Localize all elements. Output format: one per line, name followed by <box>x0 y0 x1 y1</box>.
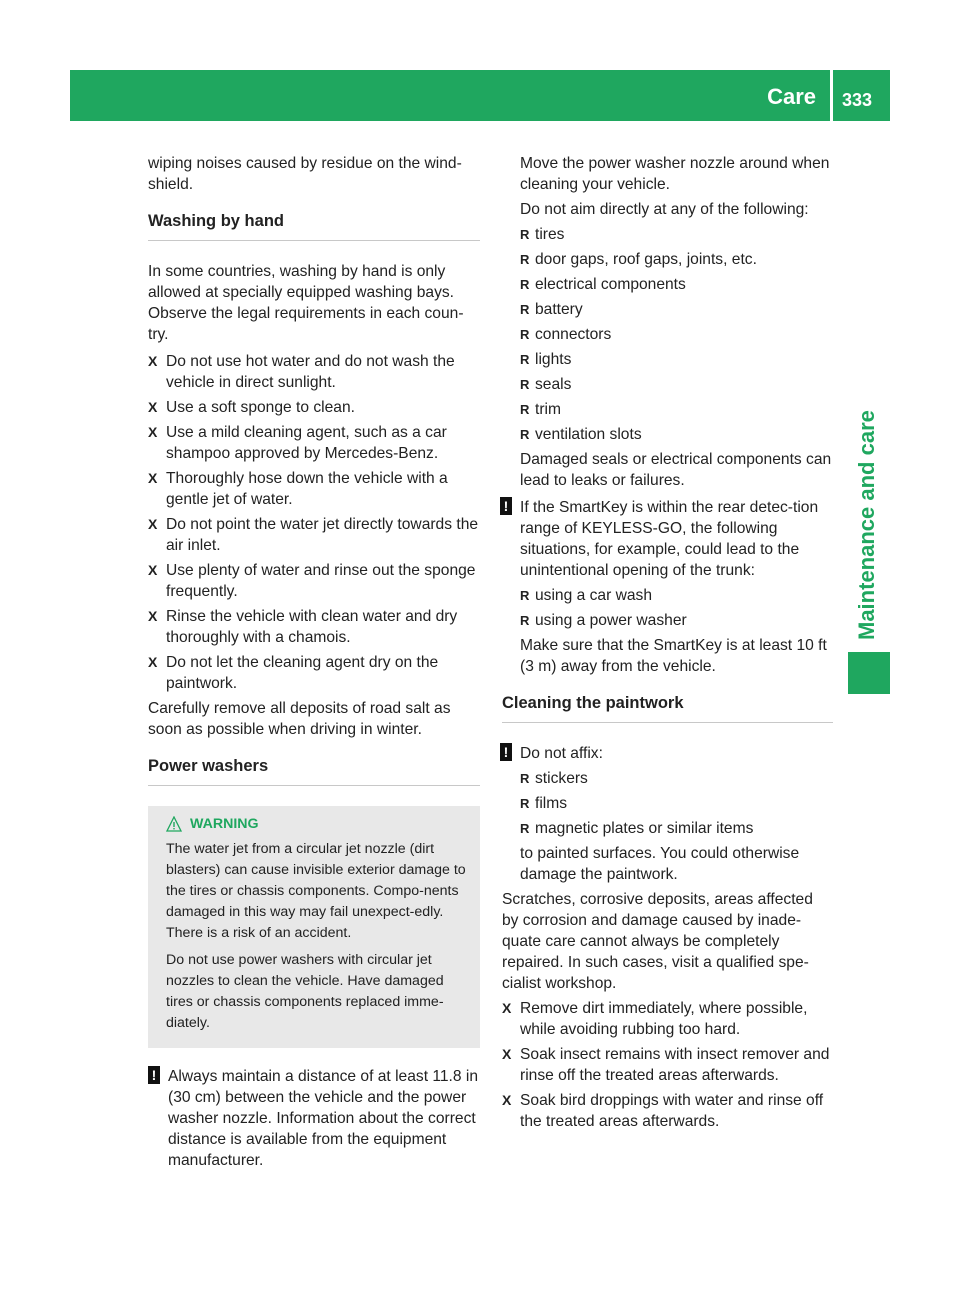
smartkey-after: Make sure that the SmartKey is at least 10 ft (3 m) away from the vehicle. <box>520 637 827 675</box>
caution-icon: ! <box>148 1066 160 1084</box>
list-item: X Do not point the water jet directly towards the air inlet. <box>148 516 479 554</box>
list-item: X Thoroughly hose down the vehicle with a gentle jet of water. <box>148 470 448 508</box>
list-item: R lights <box>520 351 572 368</box>
aim-text: Do not aim directly at any of the following: <box>520 201 809 218</box>
list-item: R connectors <box>520 326 612 343</box>
header-separator <box>830 70 833 121</box>
list-item: R magnetic plates or similar items <box>520 820 754 837</box>
list-item: R using a power washer <box>520 612 687 629</box>
bullet-icon: R <box>520 302 530 317</box>
caution-icon: ! <box>500 743 512 761</box>
smartkey-note: ! If the SmartKey is within the rear detec-tion range of KEYLESS-GO, the following situations, for example, could lead to the unintentional opening of the trunk: <box>500 497 833 581</box>
step-arrow-icon: X <box>148 353 158 369</box>
warning-title: WARNING <box>166 814 472 835</box>
bullet-icon: R <box>520 613 530 628</box>
step-arrow-icon: X <box>502 1046 512 1062</box>
bullet-icon: R <box>520 588 530 603</box>
step-arrow-icon: X <box>148 470 158 486</box>
bullet-icon: R <box>520 352 530 367</box>
warning-text-2: Do not use power washers with circular jet nozzles to clean the vehicle. Have damaged tires or chassis components replaced imme-diately. <box>166 952 444 1031</box>
bullet-icon: R <box>520 327 530 342</box>
step-arrow-icon: X <box>148 608 158 624</box>
caution-icon: ! <box>500 497 512 515</box>
page-number: 333 <box>842 90 873 110</box>
side-tab-label: Maintenance and care <box>854 410 879 640</box>
right-column <box>502 153 833 1136</box>
list-item: X Rinse the vehicle with clean water and dry thoroughly with a chamois. <box>148 608 458 646</box>
list-item: X Use a mild cleaning agent, such as a car shampoo approved by Mercedes-Benz. <box>148 424 447 462</box>
list-item: R ventilation slots <box>520 426 642 443</box>
step-arrow-icon: X <box>502 1092 512 1108</box>
step-arrow-icon: X <box>148 562 158 578</box>
bullet-icon: R <box>520 427 530 442</box>
affix-after: to painted surfaces. You could otherwise damage the paintwork. <box>520 845 800 883</box>
paintwork-heading: Cleaning the paintwork <box>502 693 833 723</box>
bullet-icon: R <box>520 227 530 242</box>
section-title: Care <box>767 84 816 109</box>
bullet-icon: R <box>520 821 530 836</box>
bullet-icon: R <box>520 796 530 811</box>
warning-text-1: The water jet from a circular jet nozzle (dirt blasters) can cause invisible exterior damage to the tires or chassis components. Compo-nents damaged in this way may fail unexpect-edly. There is a risk of an accident. <box>166 841 466 941</box>
salt-text: Carefully remove all deposits of road salt as soon as possible when driving in winter. <box>148 700 451 738</box>
bullet-icon: R <box>520 377 530 392</box>
warning-box <box>148 806 480 1048</box>
list-item: R door gaps, roof gaps, joints, etc. <box>520 251 757 268</box>
bullet-icon: R <box>520 402 530 417</box>
list-item: R trim <box>520 401 561 418</box>
list-item: R seals <box>520 376 572 393</box>
step-arrow-icon: X <box>148 654 158 670</box>
list-item: X Do not let the cleaning agent dry on the paintwork. <box>148 654 439 692</box>
affix-note: ! Do not affix: <box>500 743 833 764</box>
scratches-text: Scratches, corrosive deposits, areas affected by corrosion and damage caused by inade-quate care cannot always be completely repaired. In such cases, visit a qualified spe-cialist workshop. <box>502 891 813 992</box>
intro-text: wiping noises caused by residue on the wind-shield. <box>148 155 462 193</box>
step-arrow-icon: X <box>148 399 158 415</box>
list-item: X Use a soft sponge to clean. <box>148 399 355 416</box>
list-item: R battery <box>520 301 583 318</box>
damaged-text: Damaged seals or electrical components can lead to leaks or failures. <box>520 451 832 489</box>
step-arrow-icon: X <box>148 516 158 532</box>
list-item: R using a car wash <box>520 587 653 604</box>
bullet-icon: R <box>520 252 530 267</box>
warning-triangle-icon <box>166 816 182 832</box>
list-item: R electrical components <box>520 276 686 293</box>
power-washers-heading: Power washers <box>148 756 480 786</box>
list-item: R stickers <box>520 770 588 787</box>
move-text: Move the power washer nozzle around when cleaning your vehicle. <box>520 155 830 193</box>
list-item: R films <box>520 795 568 812</box>
washing-heading: Washing by hand <box>148 211 480 241</box>
list-item: X Remove dirt immediately, where possible, while avoiding rubbing too hard. <box>502 1000 808 1038</box>
list-item: X Do not use hot water and do not wash the vehicle in direct sunlight. <box>148 353 455 391</box>
step-arrow-icon: X <box>148 424 158 440</box>
list-item: R tires <box>520 226 565 243</box>
washing-intro: In some countries, washing by hand is only allowed at specially equipped washing bays. Observe the legal requirements in each coun-try. <box>148 263 464 343</box>
step-arrow-icon: X <box>502 1000 512 1016</box>
list-item: X Soak bird droppings with water and rinse off the treated areas afterwards. <box>502 1092 824 1130</box>
left-column <box>148 153 480 1175</box>
side-tab-marker <box>848 652 890 694</box>
list-item: X Soak insect remains with insect remover and rinse off the treated areas afterwards. <box>502 1046 830 1084</box>
list-item: X Use plenty of water and rinse out the sponge frequently. <box>148 562 476 600</box>
bullet-icon: R <box>520 771 530 786</box>
distance-note: ! Always maintain a distance of at least 11.8 in (30 cm) between the vehicle and the power washer nozzle. Information about the correct distance is available from the equipment manufacturer. <box>148 1066 480 1171</box>
bullet-icon: R <box>520 277 530 292</box>
